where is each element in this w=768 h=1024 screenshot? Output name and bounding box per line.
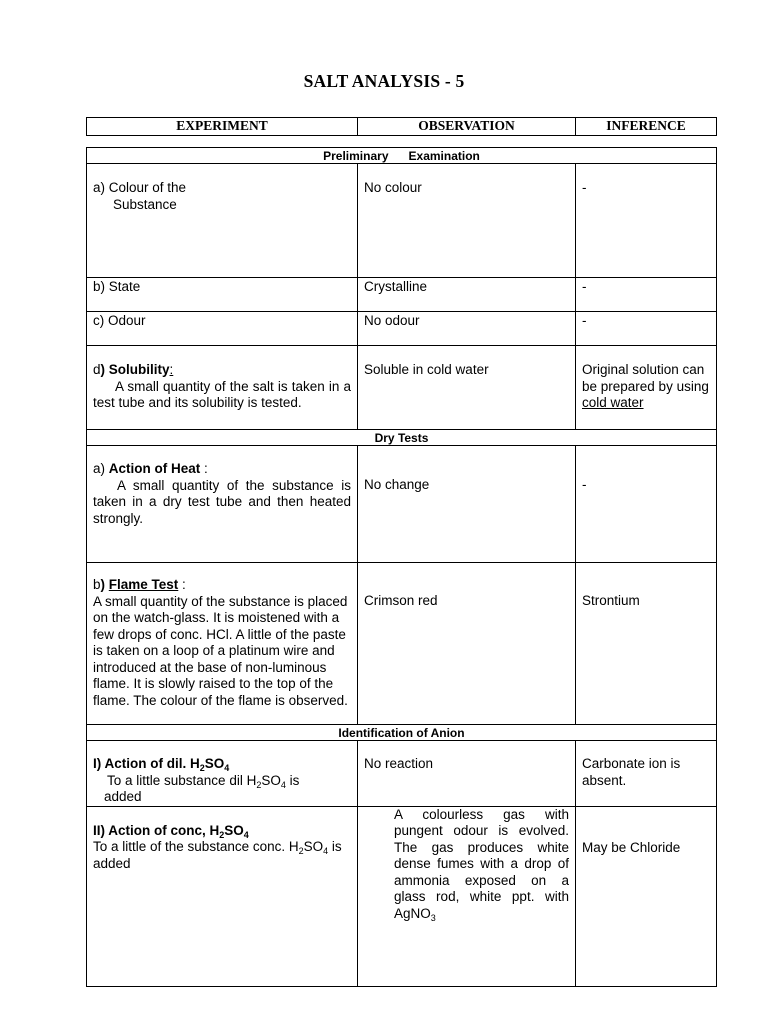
row-state — [87, 278, 717, 312]
header-table — [86, 117, 717, 136]
inference-heat: - — [576, 446, 717, 563]
experiment-colour: a) Colour of the Substance — [87, 164, 358, 278]
inference-conc-acid: May be Chloride — [576, 806, 717, 986]
section-title-anion: Identification of Anion — [87, 725, 717, 741]
inference-solubility: Original solution can be prepared by using cold water — [576, 346, 717, 430]
section-title-dry-tests: Dry Tests — [87, 430, 717, 446]
experiment-solubility — [87, 346, 358, 430]
inference-colour: - — [576, 164, 717, 278]
experiment-state: b) State — [87, 278, 358, 312]
solubility-description: A small quantity of the salt is taken in a test tube and its solubility is tested. — [93, 378, 351, 410]
section-dry-tests — [87, 430, 717, 446]
conc-acid-heading: II) Action of conc, $H_2SO_4$ — [93, 822, 249, 840]
observation-dil-acid: No reaction — [358, 741, 576, 807]
observation-header: OBSERVATION — [358, 118, 576, 136]
inference-header: INFERENCE — [576, 118, 717, 136]
inference-odour: - — [576, 312, 717, 346]
heat-heading: a) Action of Heat : — [93, 461, 208, 476]
heat-description: A small quantity of the substance is taken in a dry test tube and then heated strongly. — [93, 477, 351, 526]
observation-odour: No odour — [358, 312, 576, 346]
inference-flame: Strontium — [576, 563, 717, 725]
row-solubility — [87, 346, 717, 430]
observation-state: Crystalline — [358, 278, 576, 312]
page-title: SALT ANALYSIS - 5 — [303, 71, 465, 91]
experiment-header: EXPERIMENT — [87, 118, 358, 136]
observation-solubility: Soluble in cold water — [358, 346, 576, 430]
row-dil-acid — [87, 741, 717, 807]
observation-conc-acid: A colourless gas with pungent odour is evolved. The gas produces white dense fumes with a drop of ammonia exposed on a glass rod, white ppt. with AgNO$_3$ — [358, 806, 576, 986]
experiment-dil-acid: I) Action of dil. $H_2SO_4$ To a little substance dil $H_2SO_4$ is added — [87, 741, 358, 807]
row-odour — [87, 312, 717, 346]
row-heat — [87, 446, 717, 563]
flame-description: A small quantity of the substance is placed on the watch-glass. It is moistened with a few drops of conc. HCl. A little of the paste is taken on a loop of a platinum wire and introduced at the base of non-luminous flame. It is slowly raised to the top of the flame. The colour of the flame is observed. — [93, 593, 348, 708]
section-anion — [87, 725, 717, 741]
experiment-odour: c) Odour — [87, 312, 358, 346]
observation-colour: No colour — [358, 164, 576, 278]
analysis-table — [86, 147, 717, 987]
experiment-conc-acid — [87, 806, 358, 986]
row-flame — [87, 563, 717, 725]
header-row — [87, 118, 717, 136]
solubility-heading: d) Solubility: — [93, 362, 174, 377]
inference-state: - — [576, 278, 717, 312]
section-title-preliminary: Preliminary Examination — [87, 148, 717, 164]
dil-acid-heading: I) Action of dil. $H_2SO_4$ — [93, 756, 230, 773]
experiment-flame — [87, 563, 358, 725]
row-conc-acid — [87, 806, 717, 986]
inference-dil-acid: Carbonate ion is absent. — [576, 741, 717, 807]
flame-heading: b) Flame Test : — [93, 577, 186, 592]
row-colour — [87, 164, 717, 278]
observation-heat: No change — [358, 446, 576, 563]
observation-flame: Crimson red — [358, 563, 576, 725]
conc-acid-description: To a little of the substance conc. $H_2SO_4$ is added — [93, 839, 342, 871]
section-preliminary — [87, 148, 717, 164]
experiment-heat — [87, 446, 358, 563]
dil-acid-description: To a little substance dil $H_2SO_4$ is — [107, 772, 300, 790]
